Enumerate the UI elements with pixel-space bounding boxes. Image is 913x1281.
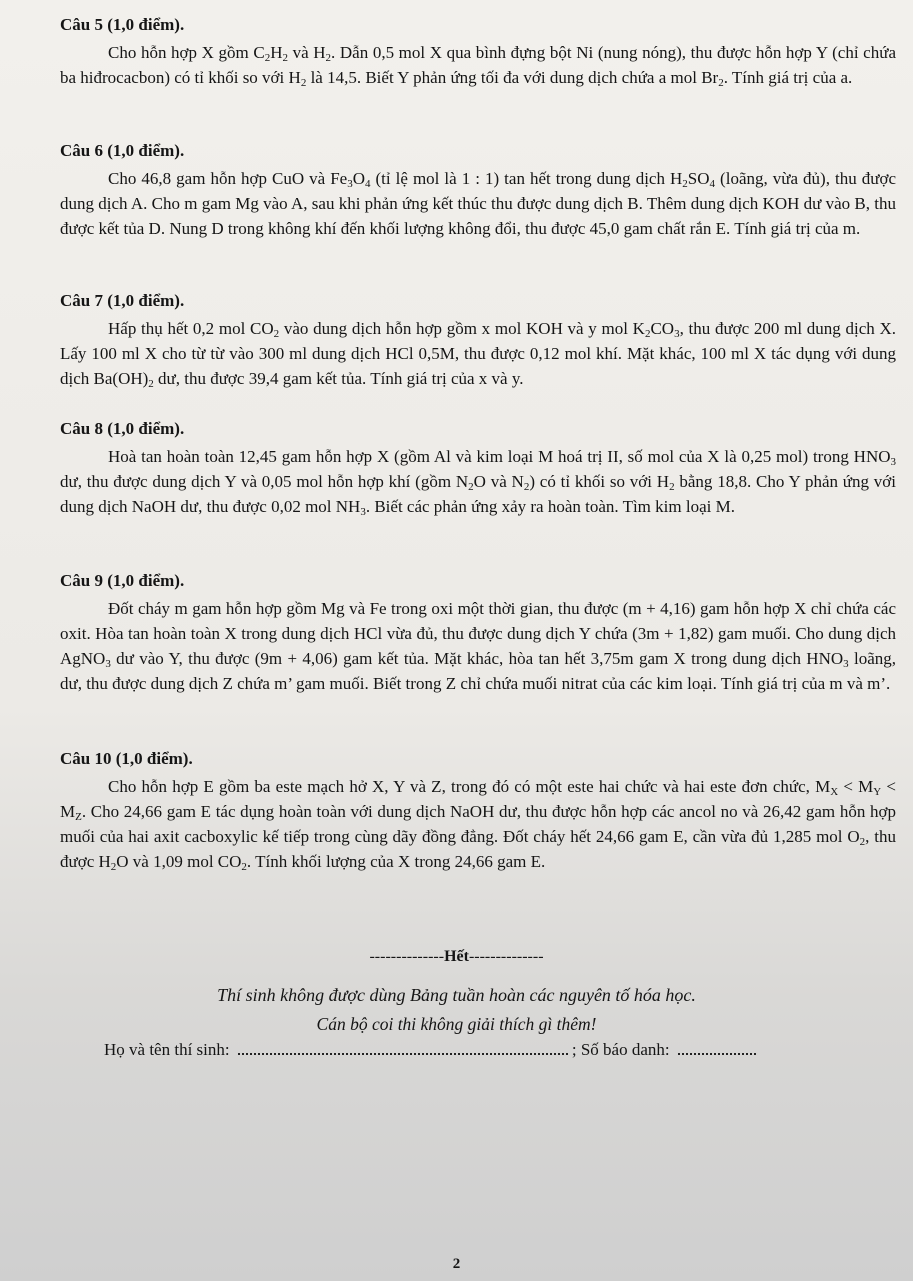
question-7-title: Câu 7 (1,0 điểm). [60, 291, 185, 310]
question-10 [60, 748, 896, 874]
question-6 [60, 140, 896, 241]
question-9-body: Đốt cháy m gam hỗn hợp gồm Mg và Fe trong oxi một thời gian, thu được (m + 4,16) gam hỗn hợp X chỉ chứa các oxit. Hòa tan hoàn toàn X trong dung dịch HCl vừa đủ, thu được dung dịch Y chứa (3m + 1,82) gam muối. Cho dung dịch AgNO$_3$ dư vào Y, thu được (9m + 4,06) gam kết tủa. Mặt khác, hòa tan hết 3,75m gam X trong dung dịch $HNO_3$ loãng, dư, thu được dung dịch Z chứa m’ gam muối. Biết trong Z chỉ chứa muối nitrat của các kim loại. Tính giá trị của m và m’. [60, 599, 896, 693]
end-marker [0, 948, 913, 966]
question-10-title: Câu 10 (1,0 điểm). [60, 749, 193, 768]
question-5 [60, 14, 896, 90]
question-10-body: Cho hỗn hợp E gồm ba este mạch hở X, Y và Z, trong đó có một este hai chức và hai este đơn chức, $M_X < M_Y < M_Z$. Cho 24,66 gam E tác dụng hoàn toàn với dung dịch NaOH dư, thu được hỗn hợp các ancol no và 26,42 gam hỗn hợp muối của hai axit cacboxylic kế tiếp trong cùng dãy đồng đẳng. Đốt cháy hết 24,66 gam E, cần vừa đủ 1,285 mol $O_2$, thu được $H_2O$ và 1,09 mol $CO_2$. Tính khối lượng của X trong 24,66 gam E. [60, 777, 896, 873]
note-periodic-table: Thí sinh không được dùng Bảng tuần hoàn các nguyên tố hóa học. [217, 985, 696, 1005]
question-5-body: Cho hỗn hợp X gồm $C_2H_2$ và $H_2$. Dẫn 0,5 mol X qua bình đựng bột Ni (nung nóng), thu được hỗn hợp Y (chỉ chứa ba hiđrocacbon) có tỉ khối so với $H_2$ là 14,5. Biết Y phản ứng tối đa với dung dịch chứa a mol $Br_2$. Tính giá trị của a. [60, 43, 896, 89]
candidate-name-field[interactable] [238, 1053, 568, 1055]
question-5-title: Câu 5 (1,0 điểm). [60, 15, 185, 34]
page-number: 2 [452, 1256, 461, 1272]
end-dashes-left: -------------- [369, 948, 445, 965]
candidate-number-label: ; Số báo danh: [571, 1040, 670, 1059]
question-8-title: Câu 8 (1,0 điểm). [60, 419, 185, 438]
question-8 [60, 418, 896, 519]
question-9-title: Câu 9 (1,0 điểm). [60, 571, 185, 590]
note-no-explanation: Cán bộ coi thi không giải thích gì thêm! [316, 1014, 597, 1034]
end-dashes-right: -------------- [468, 948, 544, 965]
question-8-body: Hoà tan hoàn toàn 12,45 gam hỗn hợp X (gồm Al và kim loại M hoá trị II, số mol của X là 0,25 mol) trong $HNO_3$ dư, thu được dung dịch Y và 0,05 mol hỗn hợp khí (gồm $N_2O$ và $N_2$) có tỉ khối so với $H_2$ bằng 18,8. Cho Y phản ứng với dung dịch NaOH dư, thu được 0,02 mol $NH_3$. Biết các phản ứng xảy ra hoàn toàn. Tìm kim loại M. [60, 447, 896, 518]
question-7-body: Hấp thụ hết 0,2 mol $CO_2$ vào dung dịch hỗn hợp gồm x mol KOH và y mol $K_2CO_3$, thu được 200 ml dung dịch X. Lấy 100 ml X cho từ từ vào 300 ml dung dịch HCl 0,5M, thu được 0,12 mol khí. Mặt khác, 100 ml X tác dụng với dung dịch $Ba(OH)_2$ dư, thu được 39,4 gam kết tủa. Tính giá trị của x và y. [60, 319, 896, 390]
candidate-number-field[interactable] [678, 1053, 756, 1055]
question-6-body: Cho 46,8 gam hỗn hợp CuO và $Fe_3O_4$ (tỉ lệ mol là 1 : 1) tan hết trong dung dịch $H_2SO_4$ (loãng, vừa đủ), thu được dung dịch A. Cho m gam Mg vào A, sau khi phản ứng kết thúc thu được dung dịch B. Thêm dung dịch KOH dư vào B, thu được kết tủa D. Nung D trong không khí đến khối lượng không đổi, thu được 45,0 gam chất rắn E. Tính giá trị của m. [60, 169, 896, 238]
question-9 [60, 570, 896, 696]
question-6-title: Câu 6 (1,0 điểm). [60, 141, 185, 160]
candidate-name-label: Họ và tên thí sinh: [104, 1040, 230, 1059]
question-7 [60, 290, 896, 391]
end-text: Hết [444, 948, 469, 965]
candidate-info [104, 1040, 760, 1060]
